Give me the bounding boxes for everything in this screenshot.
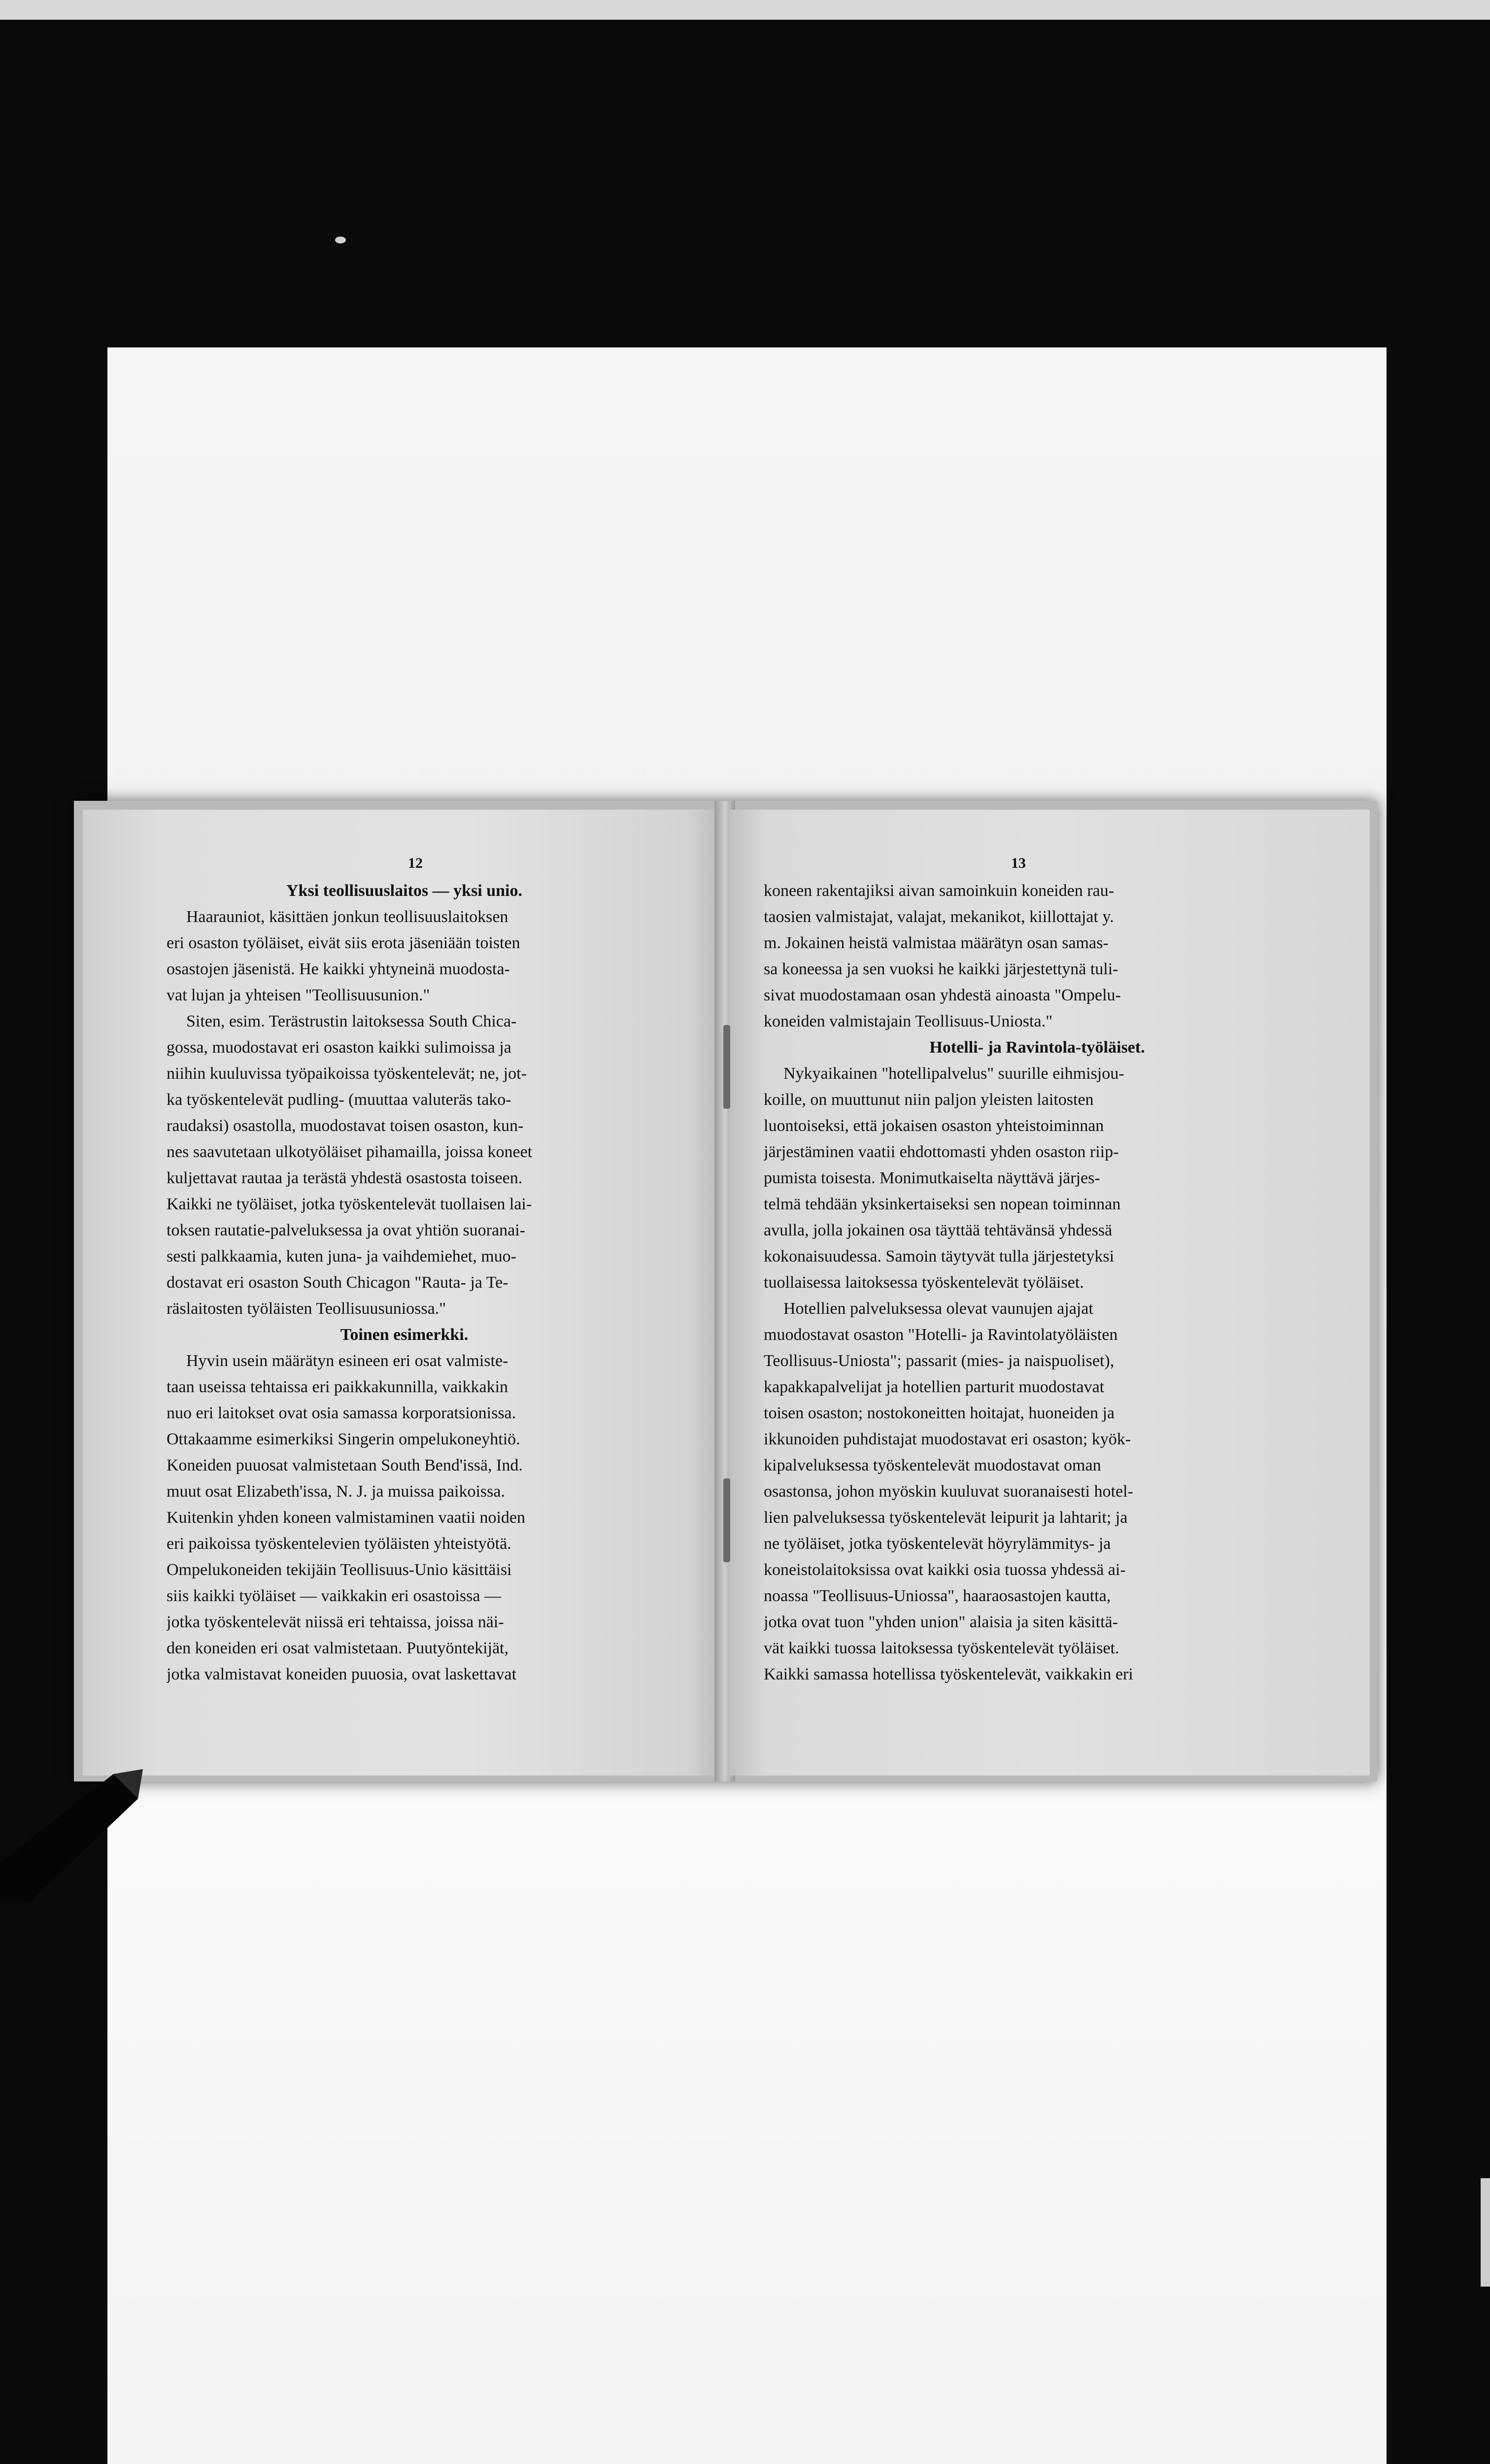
text-line: taan useissa tehtaissa eri paikkakunnilla, vaikkakin — [167, 1378, 508, 1396]
right-page — [729, 810, 1370, 1776]
page-number-left: 12 — [408, 855, 423, 871]
page-number-right: 13 — [1011, 855, 1026, 871]
text-line: Nykyaikainen "hotellipalvelus" suurille eihmisjou- — [783, 1064, 1124, 1083]
text-line: raudaksi) osastolla, muodostavat toisen osaston, kun- — [167, 1117, 524, 1135]
text-line: tuollaisessa laitoksessa työskentelevät työläiset. — [764, 1273, 1084, 1292]
text-line: koneen rakentajiksi aivan samoinkuin koneiden rau- — [764, 882, 1114, 900]
text-line: Ompelukoneiden tekijäin Teollisuus-Unio käsittäisi — [167, 1561, 512, 1579]
text-line: nes saavutetaan ulkotyöläiset pihamailla, joissa koneet — [167, 1143, 533, 1161]
text-line: kuljettavat rautaa ja terästä yhdestä osastosta toiseen. — [167, 1169, 523, 1187]
text-line: ka työskentelevät pudling- (muuttaa valuteräs tako- — [167, 1091, 511, 1109]
text-line: Kaikki samassa hotellissa työskentelevät, vaikkakin eri — [764, 1665, 1133, 1683]
text-line: koneistolaitoksissa ovat kaikki osia tuossa yhdessä ai- — [764, 1561, 1126, 1579]
text-line: sivat muodostamaan osan yhdestä ainoasta "Ompelu- — [764, 986, 1121, 1004]
text-line: jotka työskentelevät niissä eri tehtaissa, joissa näi- — [167, 1613, 504, 1631]
text-line: ikkunoiden puhdistajat muodostavat eri osaston; kyök- — [764, 1430, 1131, 1448]
text-line: Kuitenkin yhden koneen valmistaminen vaatii noiden — [167, 1508, 525, 1527]
text-line: siis kaikki työläiset — vaikkakin eri osastoissa — — [167, 1587, 501, 1605]
text-line: järjestäminen vaatii ehdottomasti yhden osaston riip- — [764, 1143, 1119, 1161]
text-line: Yksi teollisuuslaitos — yksi unio. — [286, 882, 522, 900]
text-line: noassa "Teollisuus-Uniossa", haaraosastojen kautta, — [764, 1587, 1111, 1605]
text-line: Koneiden puuosat valmistetaan South Bend'issä, Ind. — [167, 1456, 523, 1474]
text-line: koneiden valmistajain Teollisuus-Uniosta." — [764, 1012, 1052, 1030]
text-line: m. Jokainen heistä valmistaa määrätyn osan samas- — [764, 934, 1109, 952]
text-line: taosien valmistajat, valajat, mekanikot, kiillottajat y. — [764, 908, 1114, 926]
text-line: sa koneessa ja sen vuoksi he kaikki järjestettynä tuli- — [764, 960, 1118, 978]
text-line: lien palveluksessa työskentelevät leipurit ja lahtarit; ja — [764, 1508, 1128, 1527]
text-line: ne työläiset, jotka työskentelevät höyrylämmitys- ja — [764, 1535, 1111, 1553]
text-line: vat lujan ja yhteisen "Teollisuusunion." — [167, 986, 430, 1004]
text-line: toisen osaston; nostokoneitten hoitajat, huoneiden ja — [764, 1404, 1115, 1422]
text-line: telmä tehdään yksinkertaiseksi sen nopean toiminnan — [764, 1195, 1121, 1213]
dust-speck — [335, 237, 346, 243]
text-line: eri paikoissa työskentelevien työläisten yhteistyötä. — [167, 1535, 511, 1553]
text-line: den koneiden eri osat valmistetaan. Puutyöntekijät, — [167, 1639, 508, 1657]
left-page-text — [167, 878, 642, 1687]
text-line: vät kaikki tuossa laitoksessa työskentelevät työläiset. — [764, 1639, 1119, 1657]
text-line: dostavat eri osaston South Chicagon "Rauta- ja Te- — [167, 1273, 508, 1292]
film-top-band — [0, 0, 1490, 20]
text-line: sesti palkkaamia, kuten juna- ja vaihdemiehet, muo- — [167, 1247, 516, 1266]
text-line: koille, on muuttunut niin paljon yleisten laitosten — [764, 1091, 1094, 1109]
text-line: Hotellien palveluksessa olevat vaunujen ajajat — [783, 1300, 1093, 1318]
text-line: avulla, jolla jokainen osa täyttää tehtävänsä yhdessä — [764, 1221, 1113, 1239]
text-line: pumista toisesta. Monimutkaiselta näyttävä järjes- — [764, 1169, 1100, 1187]
text-line: räslaitosten työläisten Teollisuusuniossa." — [167, 1300, 446, 1318]
text-line: Ottakaamme esimerkiksi Singerin ompelukoneyhtiö. — [167, 1430, 520, 1448]
right-page-text — [764, 878, 1311, 1687]
text-line: kapakkapalvelijat ja hotellien parturit muodostavat — [764, 1378, 1105, 1396]
pointer-pen — [0, 1754, 148, 1902]
text-line: eri osaston työläiset, eivät siis erota jäseniään toisten — [167, 934, 520, 952]
text-line: kokonaisuudessa. Samoin täytyvät tulla järjestetyksi — [764, 1247, 1115, 1266]
text-line: muodostavat osaston "Hotelli- ja Ravintolatyöläisten — [764, 1326, 1118, 1344]
text-line: Teollisuus-Uniosta"; passarit (mies- ja naispuoliset), — [764, 1352, 1115, 1370]
text-line: Kaikki ne työläiset, jotka työskentelevät tuollaisen lai- — [167, 1195, 532, 1213]
text-line: nuo eri laitokset ovat osia samassa korporatsionissa. — [167, 1404, 516, 1422]
binding-clip-top — [723, 1025, 730, 1109]
text-line: toksen rautatie-palveluksessa ja ovat yhtiön suoranai- — [167, 1221, 525, 1239]
text-line: muut osat Elizabeth'issa, N. J. ja muissa paikoissa. — [167, 1482, 505, 1501]
text-line: Toinen esimerkki. — [340, 1326, 469, 1344]
booklet-spread — [74, 801, 1377, 1781]
left-page — [83, 810, 718, 1776]
text-line: kipalveluksessa työskentelevät muodostavat oman — [764, 1456, 1101, 1474]
text-line: niihin kuuluvissa työpaikoissa työskentelevät; ne, jot- — [167, 1064, 527, 1083]
text-line: gossa, muodostavat eri osaston kaikki sulimoissa ja — [167, 1038, 511, 1057]
binding-clip-bottom — [723, 1478, 730, 1562]
text-line: Haarauniot, käsittäen jonkun teollisuuslaitoksen — [186, 908, 508, 926]
text-line: jotka ovat tuon "yhden union" alaisia ja siten käsittä- — [764, 1613, 1118, 1631]
text-line: Hyvin usein määrätyn esineen eri osat valmiste- — [186, 1352, 508, 1370]
text-line: luontoiseksi, että jokaisen osaston yhteistoiminnan — [764, 1117, 1104, 1135]
film-edge-mark — [1481, 2178, 1490, 2287]
text-line: osastojen jäsenistä. He kaikki yhtyneinä muodosta- — [167, 960, 510, 978]
text-line: osastonsa, johon myöskin kuuluvat suoranaisesti hotel- — [764, 1482, 1133, 1501]
text-line: Siten, esim. Terästrustin laitoksessa South Chica- — [186, 1012, 517, 1030]
text-line: jotka valmistavat koneiden puuosia, ovat laskettavat — [167, 1665, 517, 1683]
text-line: Hotelli- ja Ravintola-työläiset. — [929, 1038, 1145, 1057]
